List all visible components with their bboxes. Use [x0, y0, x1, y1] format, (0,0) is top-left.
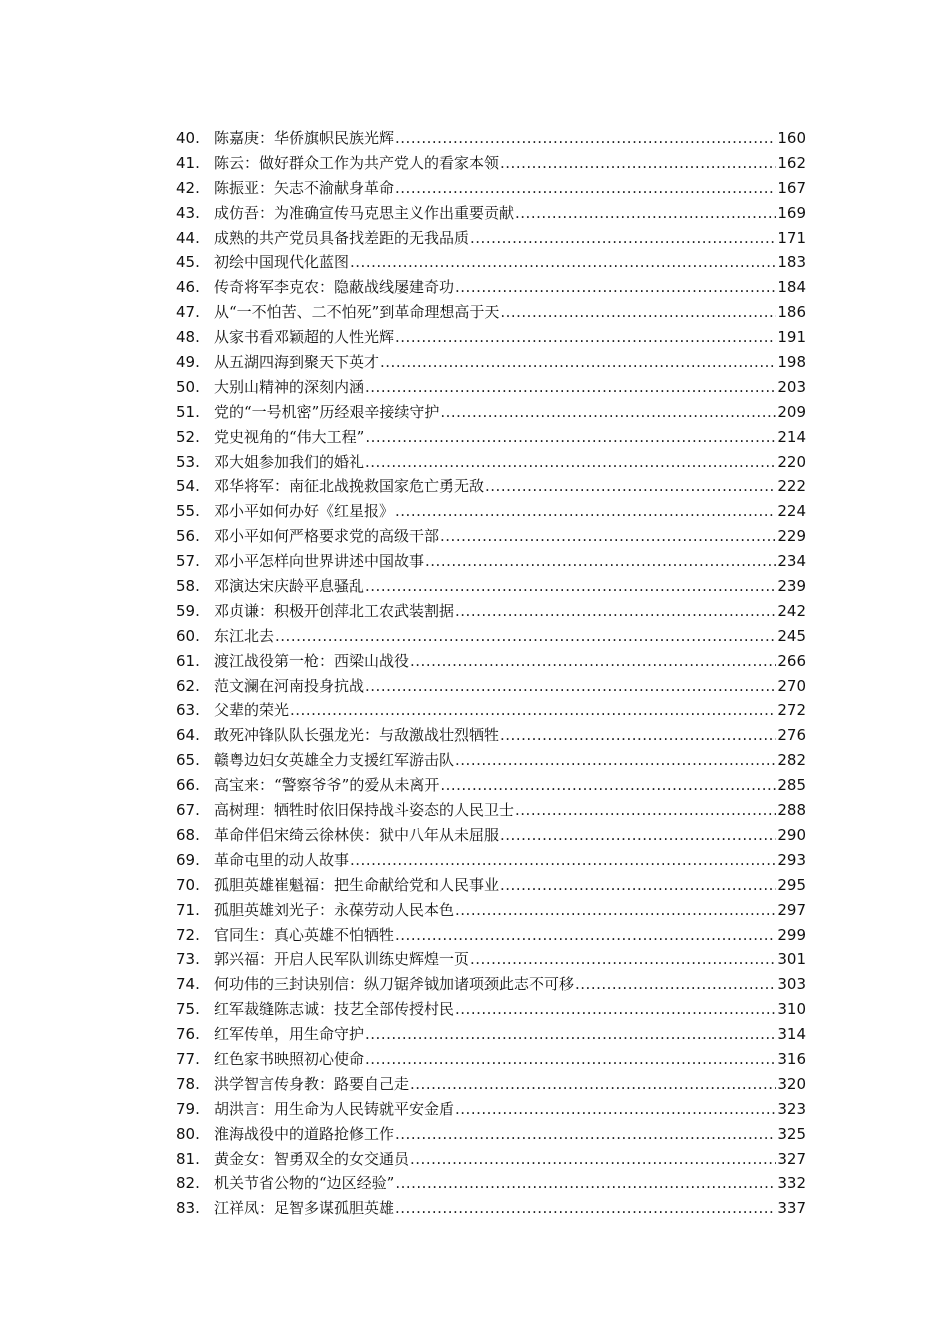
toc-entry-title: 初绘中国现代化蓝图	[214, 253, 350, 272]
toc-dot-leader	[350, 250, 776, 275]
toc-entry-number: 50.	[176, 377, 200, 396]
toc-entry-title: 从五湖四海到聚天下英才	[214, 353, 380, 372]
toc-entry-title: 孤胆英雄刘光子：永葆劳动人民本色	[214, 900, 455, 919]
toc-entry-title: 革命伴侣宋绮云徐林侠：狱中八年从未屈服	[214, 825, 500, 844]
toc-entry-page-number: 285	[777, 776, 806, 795]
toc-entry[interactable]	[176, 773, 806, 798]
toc-entry-number: 61.	[176, 651, 200, 670]
toc-entry-number: 53.	[176, 452, 200, 471]
toc-entry[interactable]	[176, 275, 806, 300]
toc-entry-title: 传奇将军李克农：隐蔽战线屡建奇功	[214, 278, 455, 297]
toc-entry-page-number: 209	[777, 402, 806, 421]
toc-entry[interactable]	[176, 997, 806, 1022]
toc-entry-page-number: 276	[777, 726, 806, 745]
toc-entry[interactable]	[176, 126, 806, 151]
toc-dot-leader	[485, 474, 776, 499]
toc-dot-leader	[395, 923, 776, 948]
toc-entry-page-number: 288	[777, 801, 806, 820]
toc-dot-leader	[440, 773, 776, 798]
toc-entry-number: 60.	[176, 626, 200, 645]
toc-entry-title: 成仿吾：为准确宣传马克思主义作出重要贡献	[214, 203, 515, 222]
toc-entry-page-number: 316	[777, 1049, 806, 1068]
toc-dot-leader	[455, 898, 776, 923]
toc-entry-page-number: 171	[777, 228, 806, 247]
toc-entry-title: 范文澜在河南投身抗战	[214, 676, 365, 695]
toc-entry[interactable]	[176, 250, 806, 275]
toc-entry-page-number: 245	[777, 626, 806, 645]
toc-entry-number: 47.	[176, 303, 200, 322]
toc-entry-page-number: 222	[777, 477, 806, 496]
toc-dot-leader	[395, 1122, 776, 1147]
toc-entry-page-number: 186	[777, 303, 806, 322]
toc-entry-number: 40.	[176, 129, 200, 147]
toc-entry-number: 68.	[176, 825, 200, 844]
toc-dot-leader	[365, 674, 776, 699]
toc-entry-number: 66.	[176, 776, 200, 795]
toc-entry-page-number: 337	[777, 1199, 806, 1218]
toc-dot-leader	[500, 151, 776, 176]
toc-entry-page-number: 325	[777, 1124, 806, 1143]
toc-entry[interactable]	[176, 1097, 806, 1122]
toc-entry-number: 42.	[176, 178, 200, 197]
toc-dot-leader	[395, 1171, 776, 1196]
table-of-contents	[176, 126, 806, 1221]
toc-dot-leader	[380, 350, 776, 375]
toc-entry-number: 57.	[176, 552, 200, 571]
toc-entry-title: 红军裁缝陈志诚：技艺全部传授村民	[214, 1000, 455, 1019]
toc-entry-page-number: 220	[777, 452, 806, 471]
toc-entry-number: 67.	[176, 801, 200, 820]
toc-entry-title: 孤胆英雄崔魁福：把生命献给党和人民事业	[214, 875, 500, 894]
toc-dot-leader	[455, 599, 776, 624]
toc-entry-number: 59.	[176, 601, 200, 620]
toc-entry-title: 邓演达宋庆龄平息骚乱	[214, 577, 365, 596]
toc-dot-leader	[395, 499, 776, 524]
toc-entry[interactable]	[176, 375, 806, 400]
toc-entry-page-number: 224	[777, 502, 806, 521]
toc-dot-leader	[455, 997, 776, 1022]
toc-entry-number: 79.	[176, 1099, 200, 1118]
toc-entry-number: 81.	[176, 1149, 200, 1168]
toc-dot-leader	[500, 300, 776, 325]
toc-entry[interactable]	[176, 201, 806, 226]
toc-entry[interactable]	[176, 176, 806, 201]
toc-entry[interactable]	[176, 873, 806, 898]
toc-entry-page-number: 162	[777, 153, 806, 172]
toc-entry[interactable]	[176, 1122, 806, 1147]
toc-entry[interactable]	[176, 300, 806, 325]
toc-entry-page-number: 314	[777, 1025, 806, 1044]
toc-entry-title: 陈嘉庚：华侨旗帜民族光辉	[214, 129, 395, 147]
toc-entry-number: 82.	[176, 1174, 200, 1193]
toc-dot-leader	[470, 947, 776, 972]
toc-entry-number: 70.	[176, 875, 200, 894]
toc-entry-number: 76.	[176, 1025, 200, 1044]
toc-entry-page-number: 229	[777, 527, 806, 546]
toc-entry-title: 成熟的共产党员具备找差距的无我品质	[214, 228, 470, 247]
toc-entry[interactable]	[176, 400, 806, 425]
toc-entry-page-number: 272	[777, 701, 806, 720]
toc-entry-number: 55.	[176, 502, 200, 521]
toc-entry[interactable]	[176, 574, 806, 599]
toc-entry-page-number: 327	[777, 1149, 806, 1168]
toc-entry-title: 赣粤边妇女英雄全力支援红军游击队	[214, 751, 455, 770]
toc-entry-page-number: 160	[777, 129, 806, 147]
toc-entry[interactable]	[176, 474, 806, 499]
toc-entry[interactable]	[176, 499, 806, 524]
toc-entry-page-number: 320	[777, 1074, 806, 1093]
toc-entry-page-number: 303	[777, 975, 806, 994]
toc-entry[interactable]	[176, 1072, 806, 1097]
toc-entry-page-number: 295	[777, 875, 806, 894]
toc-dot-leader	[395, 176, 776, 201]
toc-entry-number: 58.	[176, 577, 200, 596]
toc-entry[interactable]	[176, 972, 806, 997]
toc-entry-page-number: 169	[777, 203, 806, 222]
toc-dot-leader	[440, 400, 776, 425]
toc-entry[interactable]	[176, 450, 806, 475]
toc-entry[interactable]	[176, 947, 806, 972]
toc-entry[interactable]	[176, 823, 806, 848]
toc-dot-leader	[350, 848, 776, 873]
toc-entry[interactable]	[176, 1022, 806, 1047]
toc-entry-page-number: 266	[777, 651, 806, 670]
toc-entry-number: 44.	[176, 228, 200, 247]
toc-entry[interactable]	[176, 1171, 806, 1196]
toc-entry-number: 65.	[176, 751, 200, 770]
toc-entry[interactable]	[176, 848, 806, 873]
toc-entry[interactable]	[176, 151, 806, 176]
toc-entry-page-number: 239	[777, 577, 806, 596]
toc-dot-leader	[515, 798, 776, 823]
toc-entry-page-number: 198	[777, 353, 806, 372]
toc-entry-title: 机关节省公物的“边区经验”	[214, 1174, 395, 1193]
toc-dot-leader	[365, 450, 776, 475]
toc-dot-leader	[455, 1097, 776, 1122]
toc-entry-number: 62.	[176, 676, 200, 695]
toc-entry-title: 黄金女：智勇双全的女交通员	[214, 1149, 410, 1168]
toc-entry-number: 64.	[176, 726, 200, 745]
toc-entry-page-number: 332	[777, 1174, 806, 1193]
toc-entry-page-number: 282	[777, 751, 806, 770]
toc-entry-page-number: 183	[777, 253, 806, 272]
toc-entry-title: 淮海战役中的道路抢修工作	[214, 1124, 395, 1143]
toc-entry-number: 41.	[176, 153, 200, 172]
toc-entry-title: 大别山精神的深刻内涵	[214, 377, 365, 396]
toc-entry-title: 党的“一号机密”历经艰辛接续守护	[214, 402, 440, 421]
toc-dot-leader	[470, 226, 776, 251]
toc-dot-leader	[290, 698, 776, 723]
toc-entry-number: 49.	[176, 353, 200, 372]
toc-entry-number: 75.	[176, 1000, 200, 1019]
toc-entry-title: 邓华将军：南征北战挽救国家危亡勇无敌	[214, 477, 485, 496]
toc-entry-title: 从“一不怕苦、二不怕死”到革命理想高于天	[214, 303, 500, 322]
toc-entry-number: 83.	[176, 1199, 200, 1218]
toc-entry-number: 80.	[176, 1124, 200, 1143]
toc-dot-leader	[275, 624, 776, 649]
toc-entry-number: 73.	[176, 950, 200, 969]
toc-dot-leader	[395, 126, 776, 151]
toc-entry-number: 63.	[176, 701, 200, 720]
toc-entry-title: 敢死冲锋队队长强龙光：与敌激战壮烈牺牲	[214, 726, 500, 745]
toc-entry[interactable]	[176, 350, 806, 375]
toc-dot-leader	[365, 574, 776, 599]
toc-entry-number: 52.	[176, 427, 200, 446]
toc-entry-page-number: 299	[777, 925, 806, 944]
toc-entry[interactable]	[176, 649, 806, 674]
toc-entry-number: 46.	[176, 278, 200, 297]
toc-dot-leader	[410, 649, 776, 674]
toc-entry-number: 77.	[176, 1049, 200, 1068]
toc-entry-title: 党史视角的“伟大工程”	[214, 427, 365, 446]
toc-entry[interactable]	[176, 1147, 806, 1172]
toc-entry[interactable]	[176, 923, 806, 948]
toc-entry[interactable]	[176, 1196, 806, 1221]
toc-dot-leader	[410, 1072, 776, 1097]
toc-entry-page-number: 293	[777, 850, 806, 869]
toc-entry-number: 74.	[176, 975, 200, 994]
toc-entry-title: 陈振亚：矢志不渝献身革命	[214, 178, 395, 197]
toc-dot-leader	[500, 723, 776, 748]
toc-entry[interactable]	[176, 226, 806, 251]
toc-dot-leader	[395, 325, 776, 350]
toc-entry-title: 邓小平如何办好《红星报》	[214, 502, 395, 521]
toc-entry-title: 洪学智言传身教：路要自己走	[214, 1074, 410, 1093]
toc-entry-number: 78.	[176, 1074, 200, 1093]
toc-dot-leader	[410, 1147, 776, 1172]
toc-entry-page-number: 184	[777, 278, 806, 297]
toc-entry[interactable]	[176, 748, 806, 773]
toc-dot-leader	[395, 1196, 776, 1221]
toc-dot-leader	[365, 425, 776, 450]
toc-dot-leader	[365, 1047, 776, 1072]
toc-entry[interactable]	[176, 1047, 806, 1072]
toc-entry-title: 邓小平如何严格要求党的高级干部	[214, 527, 440, 546]
toc-entry[interactable]	[176, 549, 806, 574]
toc-entry[interactable]	[176, 798, 806, 823]
toc-dot-leader	[575, 972, 776, 997]
toc-entry-title: 何功伟的三封诀别信：纵刀锯斧钺加诸项颈此志不可移	[214, 975, 575, 994]
toc-entry-page-number: 290	[777, 825, 806, 844]
toc-entry-page-number: 234	[777, 552, 806, 571]
toc-entry-page-number: 270	[777, 676, 806, 695]
toc-entry-title: 东江北去	[214, 626, 275, 645]
toc-entry-number: 69.	[176, 850, 200, 869]
toc-dot-leader	[500, 823, 776, 848]
toc-entry-number: 43.	[176, 203, 200, 222]
toc-entry-title: 红军传单，用生命守护	[214, 1025, 365, 1044]
toc-entry-page-number: 310	[777, 1000, 806, 1019]
toc-entry-title: 邓贞谦：积极开创萍北工农武装割据	[214, 601, 455, 620]
toc-entry-title: 红色家书映照初心使命	[214, 1049, 365, 1068]
toc-entry-number: 48.	[176, 328, 200, 347]
toc-entry-title: 高宝来：“警察爷爷”的爱从未离开	[214, 776, 440, 795]
toc-entry-title: 渡江战役第一枪：西梁山战役	[214, 651, 410, 670]
toc-dot-leader	[440, 524, 776, 549]
toc-entry[interactable]	[176, 325, 806, 350]
toc-dot-leader	[455, 275, 776, 300]
toc-entry-title: 父辈的荣光	[214, 701, 290, 720]
toc-entry-title: 高树理：牺牲时依旧保持战斗姿态的人民卫士	[214, 801, 515, 820]
toc-entry-number: 54.	[176, 477, 200, 496]
toc-entry-title: 胡洪言：用生命为人民铸就平安金盾	[214, 1099, 455, 1118]
toc-entry-title: 革命屯里的动人故事	[214, 850, 350, 869]
toc-entry[interactable]	[176, 698, 806, 723]
toc-entry[interactable]	[176, 599, 806, 624]
toc-dot-leader	[425, 549, 776, 574]
toc-dot-leader	[455, 748, 776, 773]
toc-entry[interactable]	[176, 624, 806, 649]
toc-entry[interactable]	[176, 425, 806, 450]
toc-entry-title: 从家书看邓颖超的人性光辉	[214, 328, 395, 347]
toc-entry-title: 江祥凤：足智多谋孤胆英雄	[214, 1199, 395, 1218]
toc-dot-leader	[365, 1022, 776, 1047]
toc-entry-title: 邓小平怎样向世界讲述中国故事	[214, 552, 425, 571]
toc-entry-page-number: 242	[777, 601, 806, 620]
toc-dot-leader	[500, 873, 776, 898]
toc-entry-number: 51.	[176, 402, 200, 421]
toc-entry-page-number: 203	[777, 377, 806, 396]
toc-entry-title: 郭兴福：开启人民军队训练史辉煌一页	[214, 950, 470, 969]
toc-entry-page-number: 301	[777, 950, 806, 969]
toc-entry-title: 邓大姐参加我们的婚礼	[214, 452, 365, 471]
toc-dot-leader	[365, 375, 776, 400]
toc-entry-number: 56.	[176, 527, 200, 546]
toc-entry-number: 71.	[176, 900, 200, 919]
toc-entry-page-number: 167	[777, 178, 806, 197]
toc-entry-number: 72.	[176, 925, 200, 944]
toc-entry[interactable]	[176, 723, 806, 748]
toc-entry-number: 45.	[176, 253, 200, 272]
toc-entry-page-number: 191	[777, 328, 806, 347]
toc-entry[interactable]	[176, 524, 806, 549]
toc-dot-leader	[515, 201, 776, 226]
toc-entry[interactable]	[176, 898, 806, 923]
toc-entry-page-number: 323	[777, 1099, 806, 1118]
toc-entry-page-number: 214	[777, 427, 806, 446]
toc-entry[interactable]	[176, 674, 806, 699]
toc-entry-title: 官同生：真心英雄不怕牺牲	[214, 925, 395, 944]
toc-entry-page-number: 297	[777, 900, 806, 919]
toc-entry-title: 陈云：做好群众工作为共产党人的看家本领	[214, 153, 500, 172]
